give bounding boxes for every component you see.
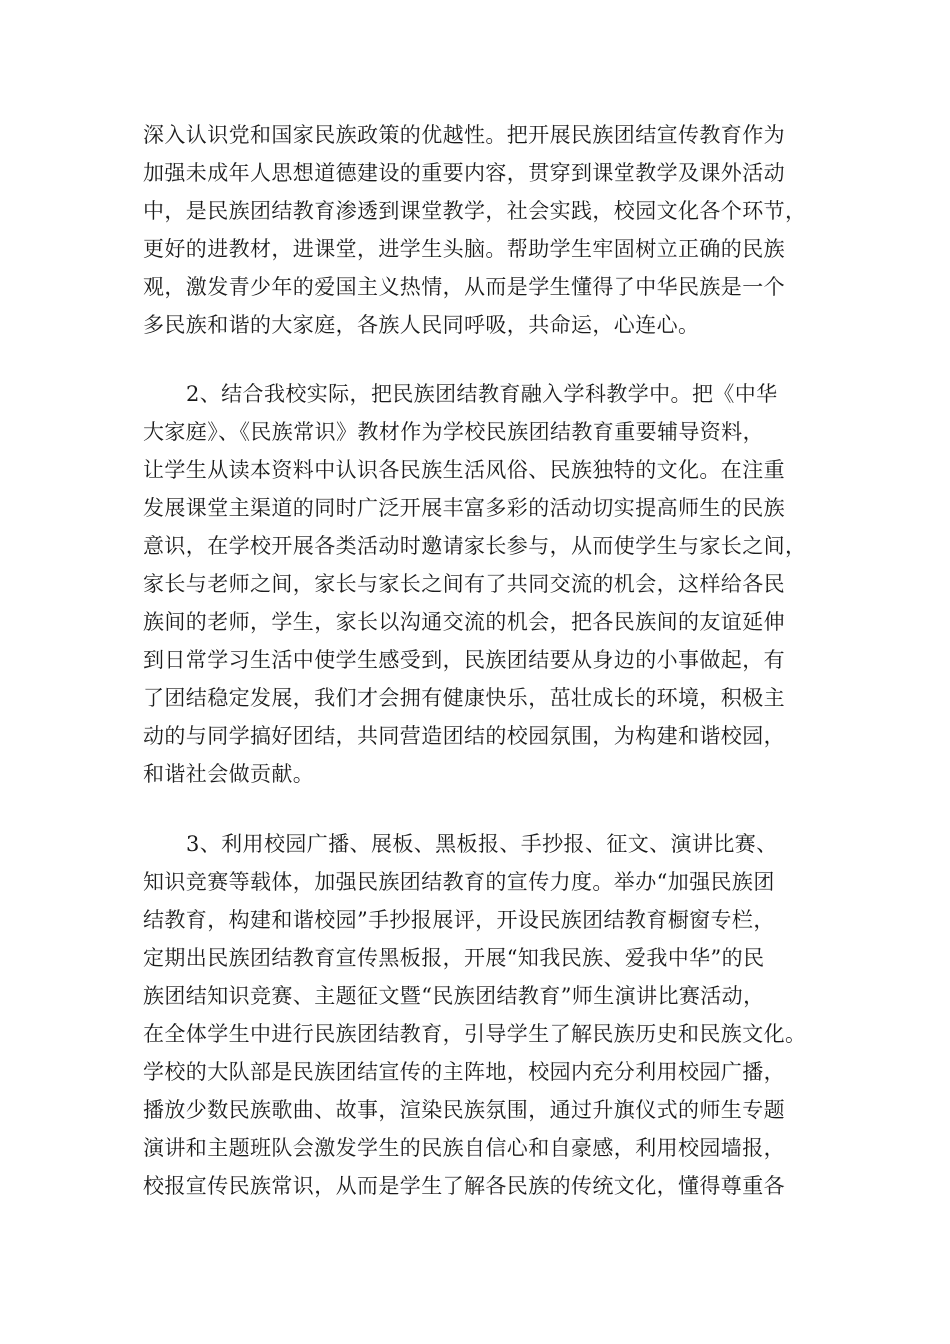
- text-line: 意识，在学校开展各类活动时邀请家长参与，从而使学生与家长之间，: [143, 534, 807, 558]
- text-line: 到日常学习生活中使学生感受到，民族团结要从身边的小事做起，有: [143, 648, 785, 672]
- text-line: 家长与老师之间，家长与家长之间有了共同交流的机会，这样给各民: [143, 572, 785, 596]
- text-line: 校报宣传民族常识，从而是学生了解各民族的传统文化，懂得尊重各: [143, 1174, 785, 1198]
- text-line: 2、结合我校实际，把民族团结教育融入学科教学中。把《中华: [186, 382, 778, 406]
- text-line: 3、利用校园广播、展板、黑板报、手抄报、征文、演讲比赛、: [186, 832, 778, 856]
- text-line: 观，激发青少年的爱国主义热情，从而是学生懂得了中华民族是一个: [143, 275, 785, 299]
- text-line: 演讲和主题班队会激发学生的民族自信心和自豪感，利用校园墙报，: [143, 1136, 785, 1160]
- text-line: 加强未成年人思想道德建设的重要内容，贯穿到课堂教学及课外活动: [143, 161, 785, 185]
- text-line: 让学生从读本资料中认识各民族生活风俗、民族独特的文化。在注重: [143, 458, 785, 482]
- text-line: 在全体学生中进行民族团结教育，引导学生了解民族历史和民族文化。: [143, 1022, 807, 1046]
- text-line: 播放少数民族歌曲、故事，渲染民族氛围，通过升旗仪式的师生专题: [143, 1098, 785, 1122]
- text-line: 结教育，构建和谐校园”手抄报展评，开设民族团结教育橱窗专栏，: [143, 908, 775, 932]
- text-line: 发展课堂主渠道的同时广泛开展丰富多彩的活动切实提高师生的民族: [143, 496, 785, 520]
- text-line: 更好的进教材，进课堂，进学生头脑。帮助学生牢固树立正确的民族: [143, 237, 785, 261]
- text-line: 中，是民族团结教育渗透到课堂教学，社会实践，校园文化各个环节，: [143, 199, 807, 223]
- text-line: 定期出民族团结教育宣传黑板报，开展“知我民族、爱我中华”的民: [143, 946, 765, 970]
- text-line: 动的与同学搞好团结，共同营造团结的校园氛围，为构建和谐校园，: [143, 724, 785, 748]
- text-line: 族间的老师，学生，家长以沟通交流的机会，把各民族间的友谊延伸: [143, 610, 785, 634]
- text-line: 了团结稳定发展，我们才会拥有健康快乐，茁壮成长的环境，积极主: [143, 686, 785, 710]
- text-line: 深入认识党和国家民族政策的优越性。把开展民族团结宣传教育作为: [143, 123, 785, 147]
- text-line: 多民族和谐的大家庭，各族人民同呼吸，共命运，心连心。: [143, 313, 700, 337]
- text-line: 知识竞赛等载体，加强民族团结教育的宣传力度。举办“加强民族团: [143, 870, 775, 894]
- text-line: 和谐社会做贡献。: [143, 762, 315, 786]
- text-line: 学校的大队部是民族团结宣传的主阵地，校园内充分利用校园广播，: [143, 1060, 785, 1084]
- text-line: 大家庭》、《民族常识》教材作为学校民族团结教育重要辅导资料，: [143, 420, 764, 444]
- text-line: 族团结知识竞赛、主题征文暨“民族团结教育”师生演讲比赛活动，: [143, 984, 765, 1008]
